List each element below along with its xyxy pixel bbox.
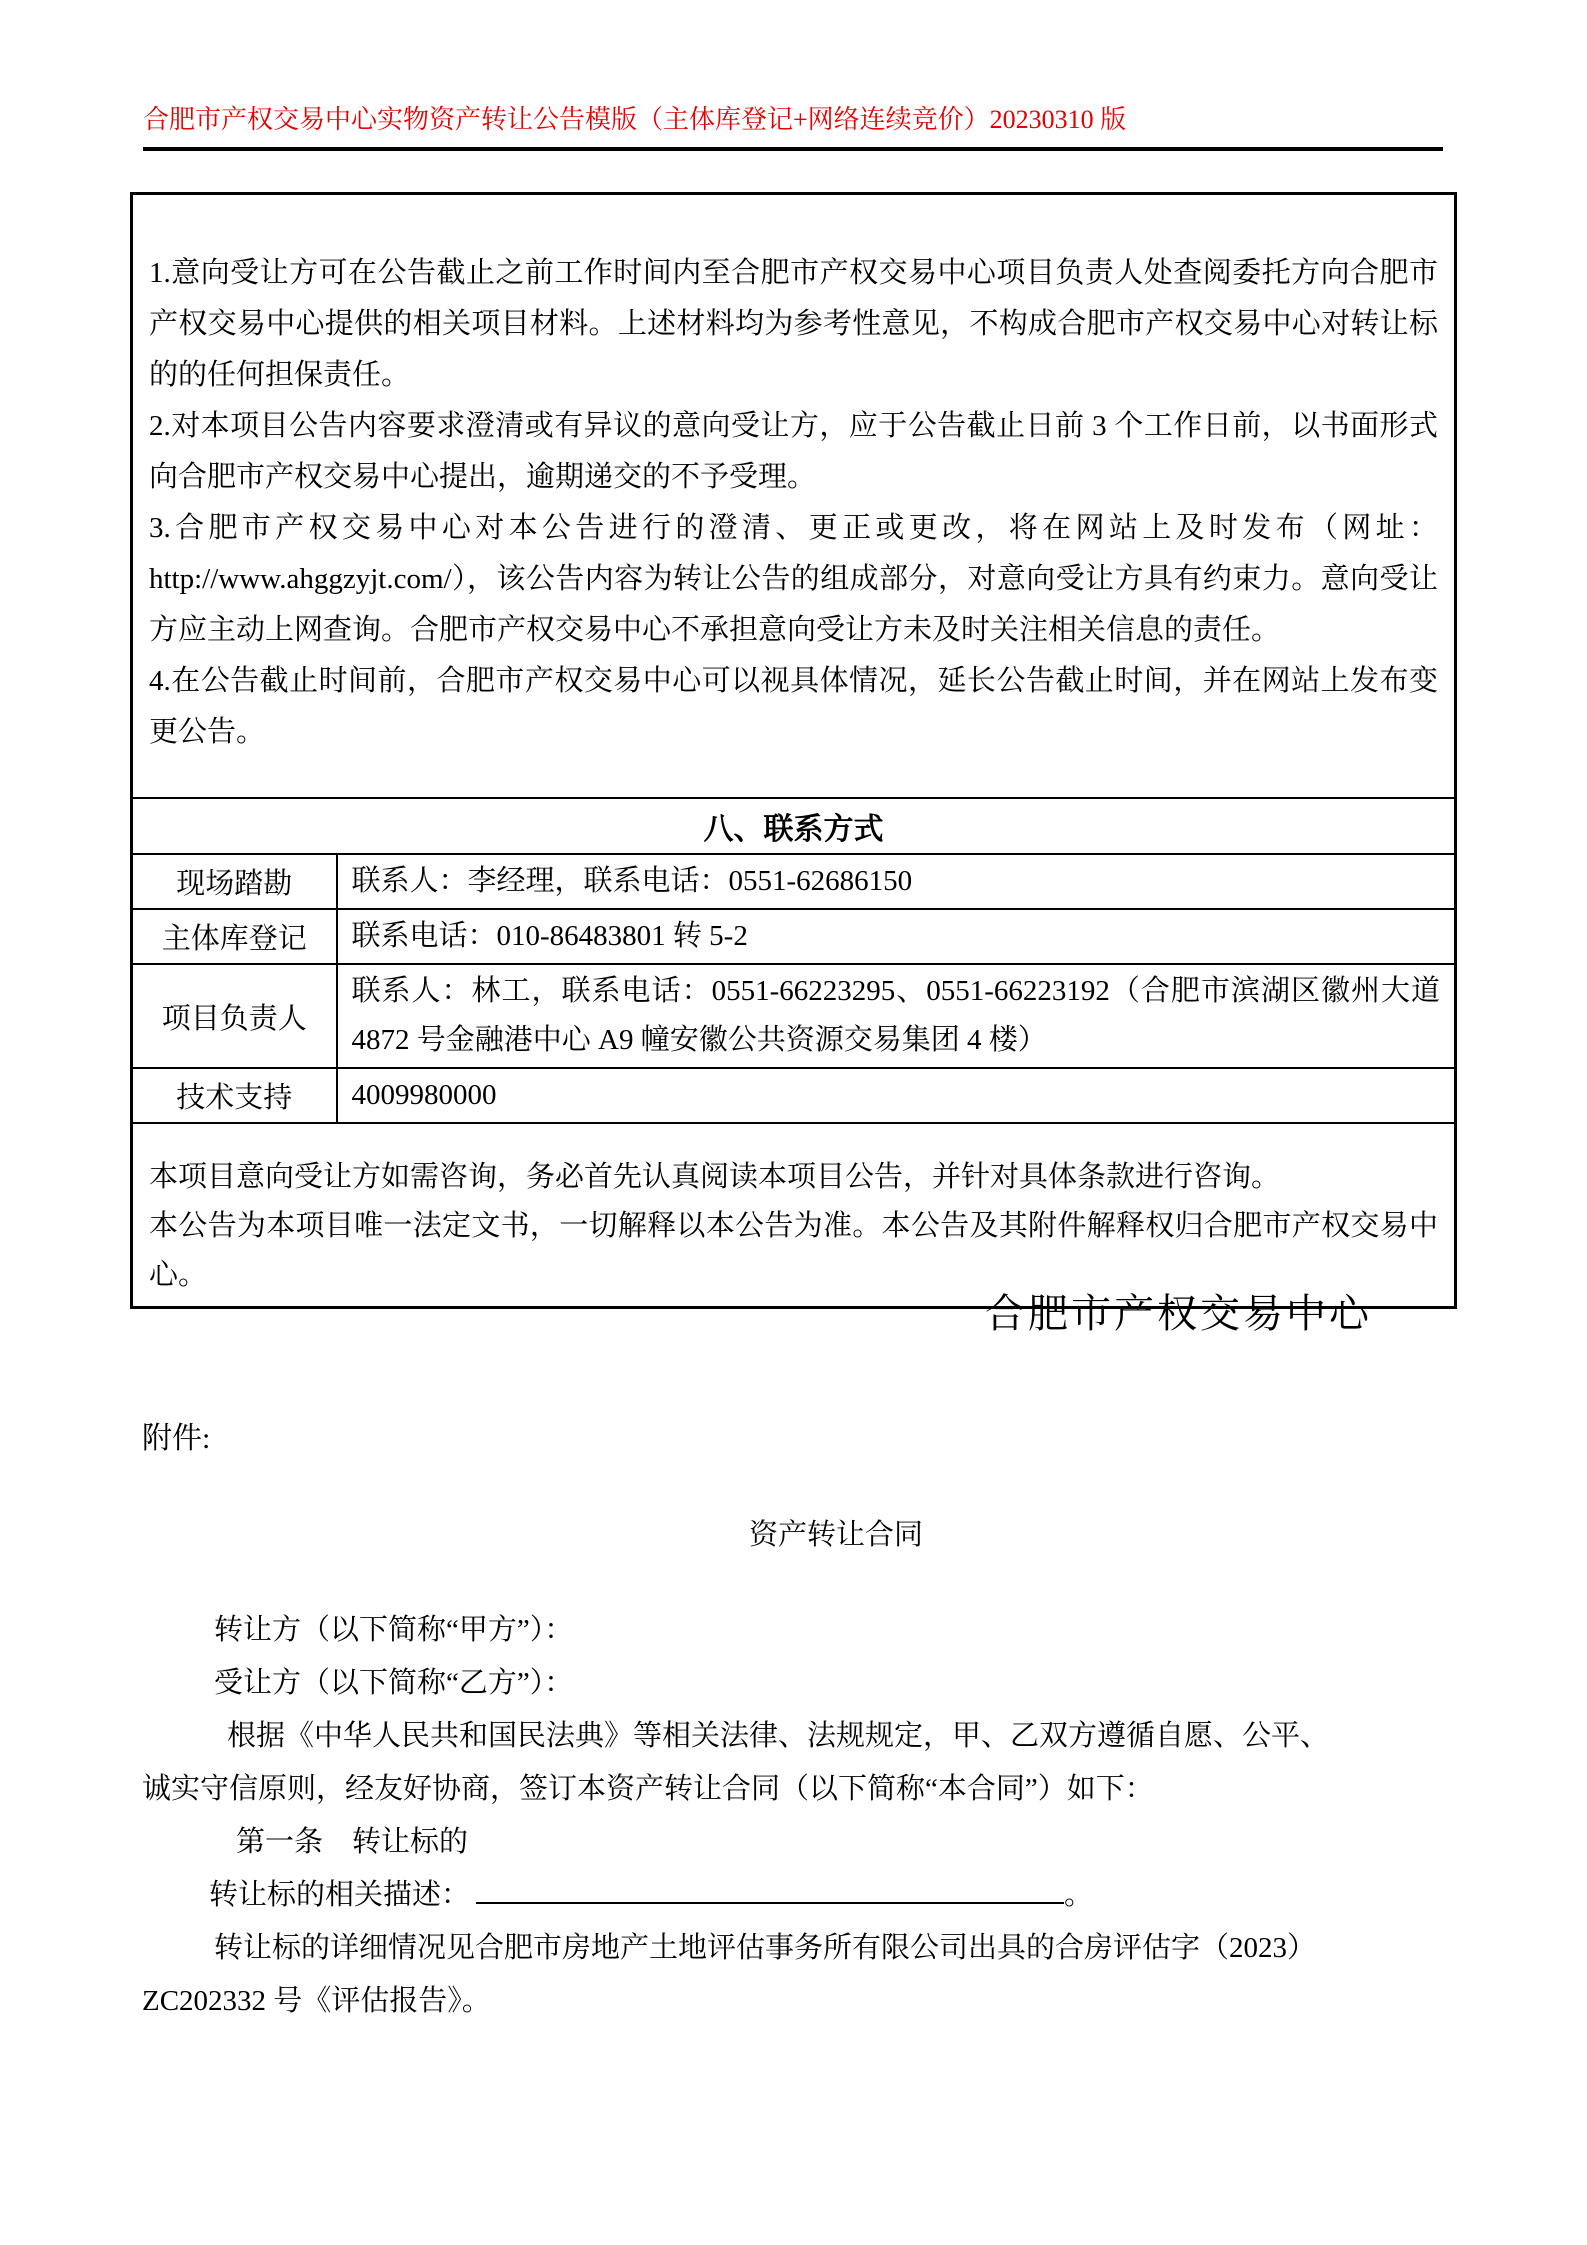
contract-line-detail-1: 转让标的详细情况见合肥市房地产土地评估事务所有限公司出具的合房评估字（2023） [214, 1932, 1317, 1964]
contact-label: 主体库登记 [132, 909, 337, 964]
contract-line-transferor: 转让方（以下简称“甲方”）： [214, 1614, 574, 1646]
notice-table [130, 192, 1457, 1309]
notice-paragraph: 3.合肥市产权交易中心对本公告进行的澄清、更正或更改，将在网站上及时发布（网址：http://www.ahggzyjt.com/），该公告内容为转让公告的组成部分，对意向受让方具有约束力。意向受让方应主动上网查询。合肥市产权交易中心不承担意向受让方未及时关注相关信息的责任。 [149, 512, 1438, 646]
notice-footer-row [132, 1123, 1456, 1308]
notice-footer-cell [132, 1123, 1456, 1308]
document-header-title: 合肥市产权交易中心实物资产转让公告模版（主体库登记+网络连续竞价）20230310 版 [143, 105, 1127, 134]
contract-line-article-1: 第一条 转让标的 [236, 1826, 469, 1858]
contact-value: 4009980000 [337, 1068, 1456, 1123]
contract-line-detail-2: ZC202332 号《评估报告》。 [142, 1985, 491, 2017]
notice-paragraph: 4.在公告截止时间前，合肥市产权交易中心可以视具体情况，延长公告截止时间，并在网站上发布变更公告。 [149, 665, 1438, 748]
contact-value: 联系人：李经理，联系电话：0551-62686150 [337, 854, 1456, 909]
header-rule [143, 147, 1443, 151]
notice-paragraphs-cell [132, 194, 1456, 799]
contact-row-project-manager [132, 964, 1456, 1068]
attachment-label: 附件: [142, 1422, 211, 1455]
contract-line-description [142, 1869, 1468, 1922]
contact-label: 现场踏勘 [132, 854, 337, 909]
contact-row-registry [132, 909, 1456, 964]
contact-label: 项目负责人 [132, 964, 337, 1068]
contact-row-tech-support [132, 1068, 1456, 1123]
contract-body [142, 1604, 1468, 2028]
description-suffix: 。 [1064, 1879, 1094, 1911]
description-prefix: 转让标的相关描述： [209, 1879, 471, 1911]
contact-section-row [132, 798, 1456, 854]
notice-paragraph: 2.对本项目公告内容要求澄清或有异议的意向受让方，应于公告截止日前 3 个工作日前，以书面形式向合肥市产权交易中心提出，逾期递交的不予受理。 [149, 410, 1438, 493]
footer-paragraph: 本项目意向受让方如需咨询，务必首先认真阅读本项目公告，并针对具体条款进行咨询。 [149, 1160, 1281, 1193]
contract-title: 资产转让合同 [749, 1519, 924, 1551]
blank-underline [476, 1872, 1064, 1904]
notice-paragraph: 1.意向受让方可在公告截止之前工作时间内至合肥市产权交易中心项目负责人处查阅委托方向合肥市产权交易中心提供的相关项目材料。上述材料均为参考性意见，不构成合肥市产权交易中心对转让标的的任何担保责任。 [149, 257, 1438, 391]
contract-line-transferee: 受让方（以下简称“乙方”）： [214, 1667, 574, 1699]
footer-paragraph: 本公告为本项目唯一法定文书，一切解释以本公告为准。本公告及其附件解释权归合肥市产权交易中心。 [149, 1209, 1438, 1291]
contact-label: 技术支持 [132, 1068, 337, 1123]
contract-line-basis-1: 根据《中华人民共和国民法典》等相关法律、法规规定，甲、乙双方遵循自愿、公平、 [227, 1720, 1330, 1752]
contact-value: 联系人：林工，联系电话：0551-66223295、0551-66223192（合肥市滨湖区徽州大道 4872 号金融港中心 A9 幢安徽公共资源交易集团 4 楼） [337, 964, 1456, 1068]
notice-paragraphs-row [132, 194, 1456, 799]
contract-line-basis-2: 诚实守信原则，经友好协商，签订本资产转让合同（以下简称“本合同”）如下： [142, 1773, 1154, 1805]
signature-text: 合肥市产权交易中心 [985, 1291, 1372, 1336]
contact-value: 联系电话：010-86483801 转 5-2 [337, 909, 1456, 964]
contact-row-site-visit [132, 854, 1456, 909]
contact-section-title: 八、联系方式 [132, 798, 1456, 854]
